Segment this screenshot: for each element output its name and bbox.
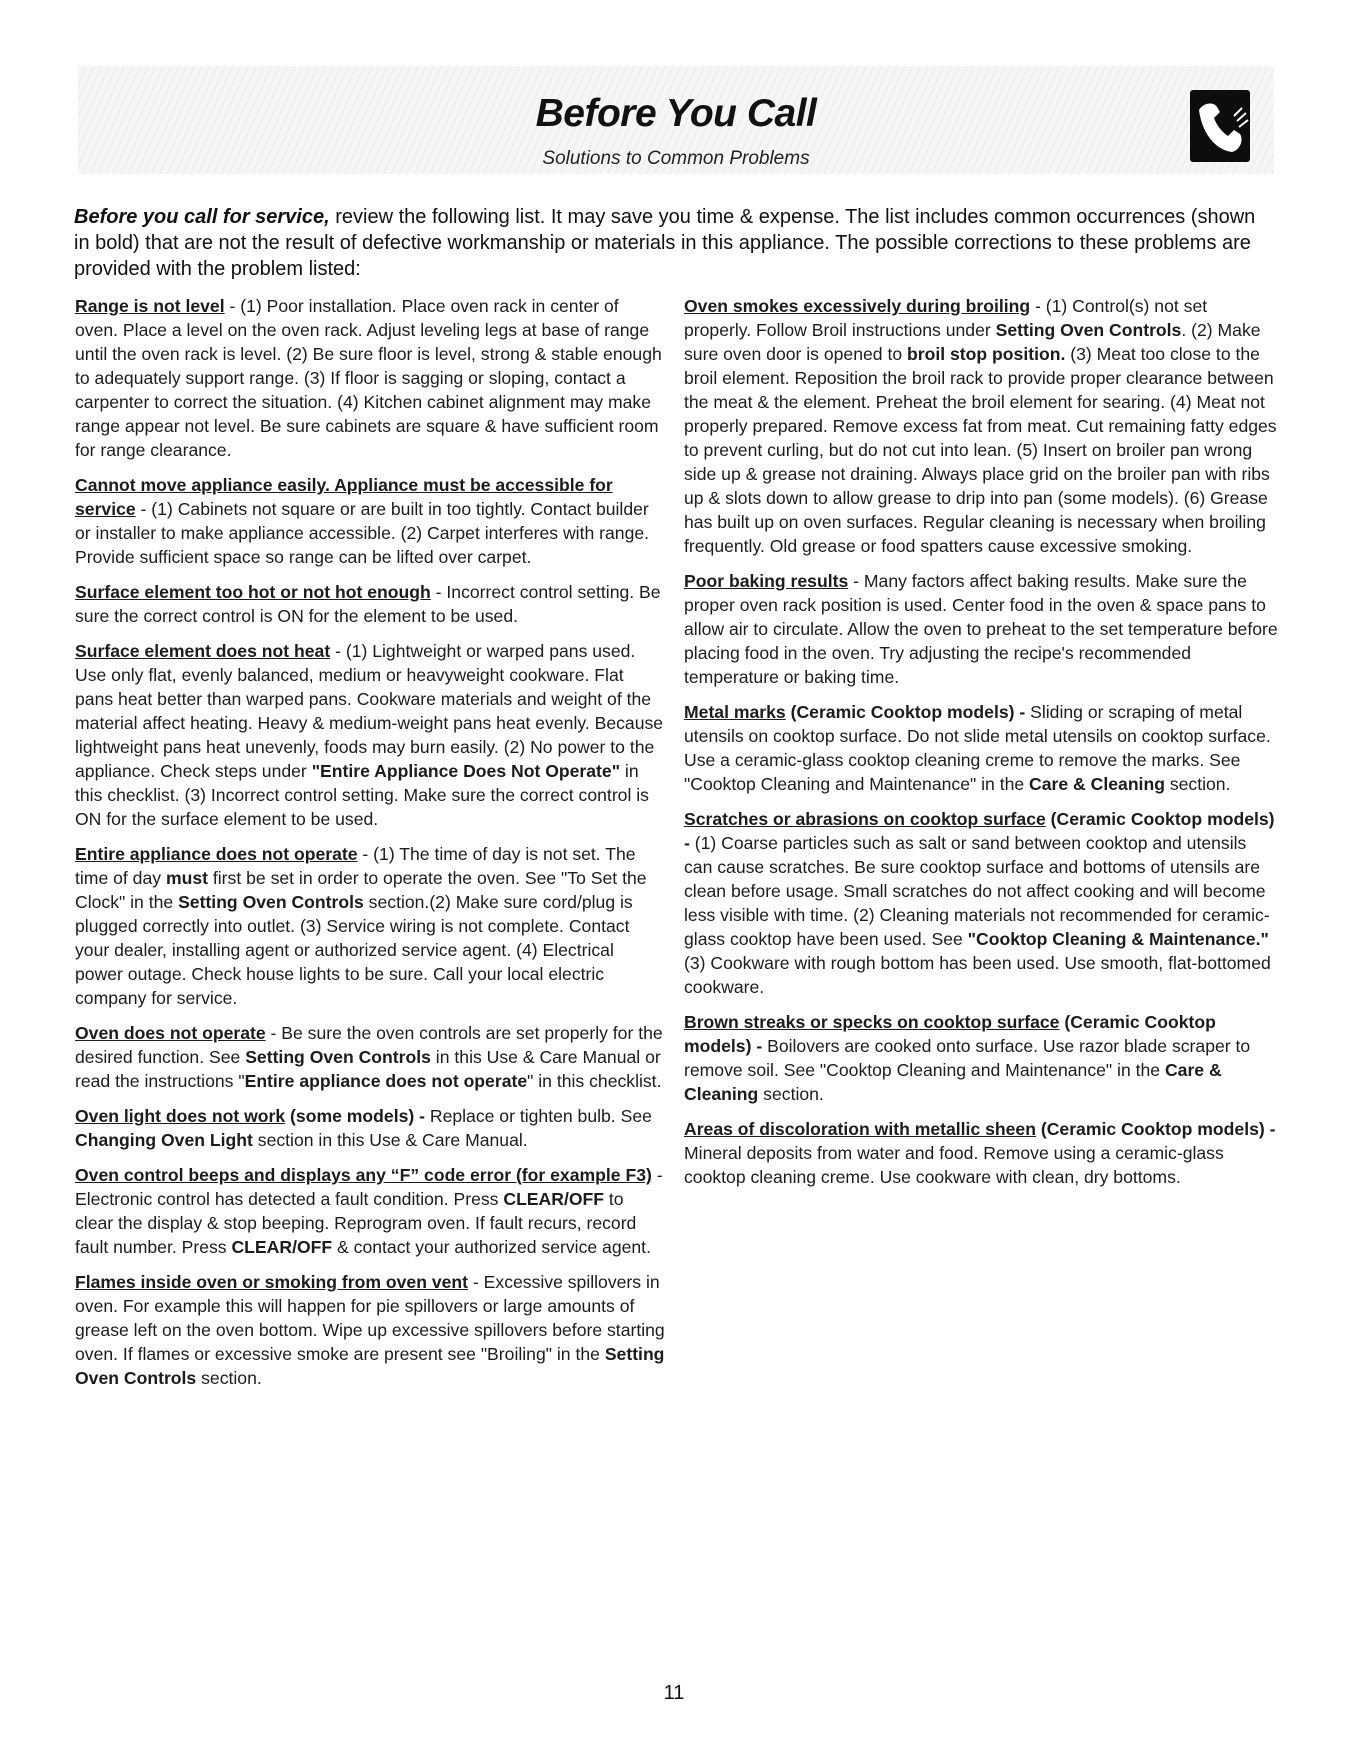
problem-heading: Areas of discoloration with metallic sheen <box>684 1119 1036 1139</box>
problem-heading: Metal marks <box>684 702 786 722</box>
problem-heading: Surface element does not heat <box>75 641 331 661</box>
bold-text: CLEAR/OFF <box>503 1189 605 1209</box>
telephone-icon <box>1190 90 1250 162</box>
left-column <box>75 294 665 1401</box>
list-item <box>684 1010 1278 1106</box>
bold-text: (Ceramic Cooktop models) - <box>1035 1119 1276 1139</box>
bold-text: "Cooktop Cleaning & Maintenance." <box>967 929 1269 949</box>
problem-text: to clear the display & stop beeping. Reprogram oven. If fault recurs, record fault number. Press <box>75 1189 637 1257</box>
problem-text: Sliding or scraping of metal utensils on cooktop surface. Do not slide metal utensils on cooktop surface. Use a ceramic-glass cooktop cleaning creme to remove the marks. See "Cooktop Cleaning and Maintenance" in the <box>684 702 1271 794</box>
problem-text: Boilovers are cooked onto surface. Use razor blade scraper to remove soil. See "Cooktop Cleaning and Maintenance" in the <box>684 1036 1251 1080</box>
page-subtitle: Solutions to Common Problems <box>542 148 810 169</box>
problem-text: section. <box>196 1368 262 1388</box>
problem-heading: Flames inside oven or smoking from oven vent <box>75 1272 469 1292</box>
problem-text: (1) Coarse particles such as salt or sand between cooktop and utensils can cause scratches. Be sure cooktop surface and bottoms of utensils are clean before usage. Small scratches do not affect cooking and will become less visible with time. (2) Cleaning materials not recommended for ceramic-glass cooktop have been used. See <box>684 833 1270 949</box>
list-item <box>75 473 665 569</box>
bold-text: (Ceramic Cooktop models) - <box>684 1012 1216 1056</box>
page-number: 11 <box>663 1682 685 1704</box>
problem-text: - Electronic control has detected a fault condition. Press <box>75 1165 663 1209</box>
problem-text: - Incorrect control setting. Be sure the correct control is ON for the element to be used. <box>75 582 661 626</box>
bold-text: Changing Oven Light <box>75 1130 253 1150</box>
bold-text: Care & Cleaning <box>684 1060 1222 1104</box>
problem-text: section. <box>758 1084 824 1104</box>
problem-heading: Brown streaks or specks on cooktop surface <box>684 1012 1060 1032</box>
bold-text: (some models) - <box>285 1106 425 1126</box>
problem-text: - Be sure the oven controls are set properly for the desired function. See <box>75 1023 663 1067</box>
problem-text: (3) Meat too close to the broil element. Reposition the broil rack to provide proper clearance between the meat & the element. Preheat the broil element for searing. (4) Meat not properly prepared. Remove excess fat from meat. Cut remaining fatty edges to prevent curling, but do not cut into lean. (5) Insert on broiler pan wrong side up & grease not draining. Always place grid on the broiler pan with ribs up & slots down to allow grease to drip into pan (some models). (6) Grease has built up on oven surfaces. Regular cleaning is necessary when broiling frequently. Old grease or food spatters cause excessive smoking. <box>684 344 1277 556</box>
problem-text: - Excessive spillovers in oven. For example this will happen for pie spillovers or large amounts of grease left on the oven bottom. Wipe up excessive spillovers before starting oven. If flames or excessive smoke are present see "Broiling" in the <box>75 1272 665 1364</box>
list-item <box>75 1163 665 1259</box>
intro-paragraph <box>74 204 1274 282</box>
list-item <box>684 1117 1278 1189</box>
bold-text: Setting Oven Controls <box>178 892 364 912</box>
problem-text: - Many factors affect baking results. Make sure the proper oven rack position is used. Center food in the oven & space pans to allow air to circulate. Allow the oven to preheat to the set temperature before placing food in the oven. Try adjusting the recipe's recommended temperature or baking time. <box>684 571 1278 687</box>
bold-text: Setting Oven Controls <box>995 320 1182 340</box>
list-item <box>75 1270 665 1390</box>
list-item <box>684 294 1278 558</box>
problem-text: first be set in order to operate the oven. See "To Set the Clock" in the <box>75 868 647 912</box>
problem-text: - (1) The time of day is not set. The time of day <box>75 844 636 888</box>
problem-text: section. <box>1164 774 1231 794</box>
bold-text: Setting Oven Controls <box>245 1047 431 1067</box>
list-item <box>75 842 665 1010</box>
problem-text: - (1) Cabinets not square or are built in too tightly. Contact builder or installer to make appliance accessible. (2) Carpet interferes with range. Provide sufficient space so range can be lifted over carpet. <box>75 499 650 567</box>
bold-text: Setting Oven Controls <box>75 1344 665 1388</box>
problem-heading: Oven smokes excessively during broiling <box>684 296 1031 316</box>
problem-heading: Oven light does not work <box>75 1106 286 1126</box>
right-column <box>684 294 1278 1200</box>
problem-heading: Entire appliance does not operate <box>75 844 358 864</box>
bold-text: CLEAR/OFF <box>231 1237 333 1257</box>
problem-text: . (2) Make sure oven door is opened to <box>684 320 1261 364</box>
bold-text: (Ceramic Cooktop models) - <box>785 702 1026 722</box>
list-item <box>684 569 1278 689</box>
problem-text: - (1) Control(s) not set properly. Follow Broil instructions under <box>684 296 1208 340</box>
problem-text: (3) Cookware with rough bottom has been used. Use smooth, flat-bottomed cookware. <box>684 953 1271 997</box>
bold-text: (Ceramic Cooktop models) - <box>684 809 1275 853</box>
problem-text: in this Use & Care Manual or read the instructions " <box>75 1047 661 1091</box>
list-item <box>684 807 1278 999</box>
list-item <box>684 700 1278 796</box>
problem-heading: Cannot move appliance easily. Appliance must be accessible for service <box>75 475 613 519</box>
problem-heading: Scratches or abrasions on cooktop surface <box>684 809 1046 829</box>
page-title: Before You Call <box>535 92 817 135</box>
bold-text: broil stop position. <box>907 344 1066 364</box>
bold-text: must <box>165 868 208 888</box>
bold-text: "Entire Appliance Does Not Operate" <box>311 761 621 781</box>
list-item <box>75 1104 665 1152</box>
problem-heading: Poor baking results <box>684 571 849 591</box>
problem-heading: Oven control beeps and displays any “F” code error (for example F3) <box>75 1165 652 1185</box>
header-banner <box>78 66 1274 174</box>
problem-text: - (1) Poor installation. Place oven rack in center of oven. Place a level on the oven rack. Adjust leveling legs at base of range until the oven rack is level. (2) Be sure floor is level, strong & stable enough to adequately support range. (3) If floor is sagging or sloping, contact a carpenter to correct the situation. (4) Kitchen cabinet alignment may make range appear not level. Be sure cabinets are square & have sufficient room for range clearance. <box>75 296 662 460</box>
problem-text: & contact your authorized service agent. <box>332 1237 651 1257</box>
bold-text: Entire appliance does not operate <box>244 1071 528 1091</box>
problem-text: section in this Use & Care Manual. <box>252 1130 528 1150</box>
intro-lead: Before you call for service, <box>74 206 330 228</box>
problem-text: " in this checklist. <box>527 1071 662 1091</box>
list-item <box>75 294 665 462</box>
list-item <box>75 639 665 831</box>
problem-text: section.(2) Make sure cord/plug is plugged correctly into outlet. (3) Service wiring is not complete. Contact your dealer, installing agent or authorized service agent. (4) Electrical power outage. Check house lights to be sure. Call your local electric company for service. <box>75 892 633 1008</box>
problem-text: Replace or tighten bulb. See <box>424 1106 652 1126</box>
problem-heading: Range is not level <box>75 296 225 316</box>
problem-text: in this checklist. (3) Incorrect control setting. Make sure the correct control is ON for the surface element to be used. <box>75 761 649 829</box>
problem-heading: Oven does not operate <box>75 1023 266 1043</box>
problem-heading: Surface element too hot or not hot enough <box>75 582 431 602</box>
problem-text: Mineral deposits from water and food. Remove using a ceramic-glass cooktop cleaning creme. Use cookware with clean, dry bottoms. <box>684 1143 1224 1187</box>
intro-text: review the following list. It may save you time & expense. The list includes common occurrences (shown in bold) that are not the result of defective workmanship or materials in this appliance. The possible corrections to these problems are provided with the problem listed: <box>74 206 1256 280</box>
problem-text: - (1) Lightweight or warped pans used. Use only flat, evenly balanced, medium or heavyweight cookware. Flat pans heat better than warped pans. Cookware materials and weight of the material affect heating. Heavy & medium-weight pans heat evenly. Because lightweight pans heat unevenly, foods may burn easily. (2) No power to the appliance. Check steps under <box>75 641 664 781</box>
bold-text: Care & Cleaning <box>1029 774 1165 794</box>
list-item <box>75 580 665 628</box>
list-item <box>75 1021 665 1093</box>
